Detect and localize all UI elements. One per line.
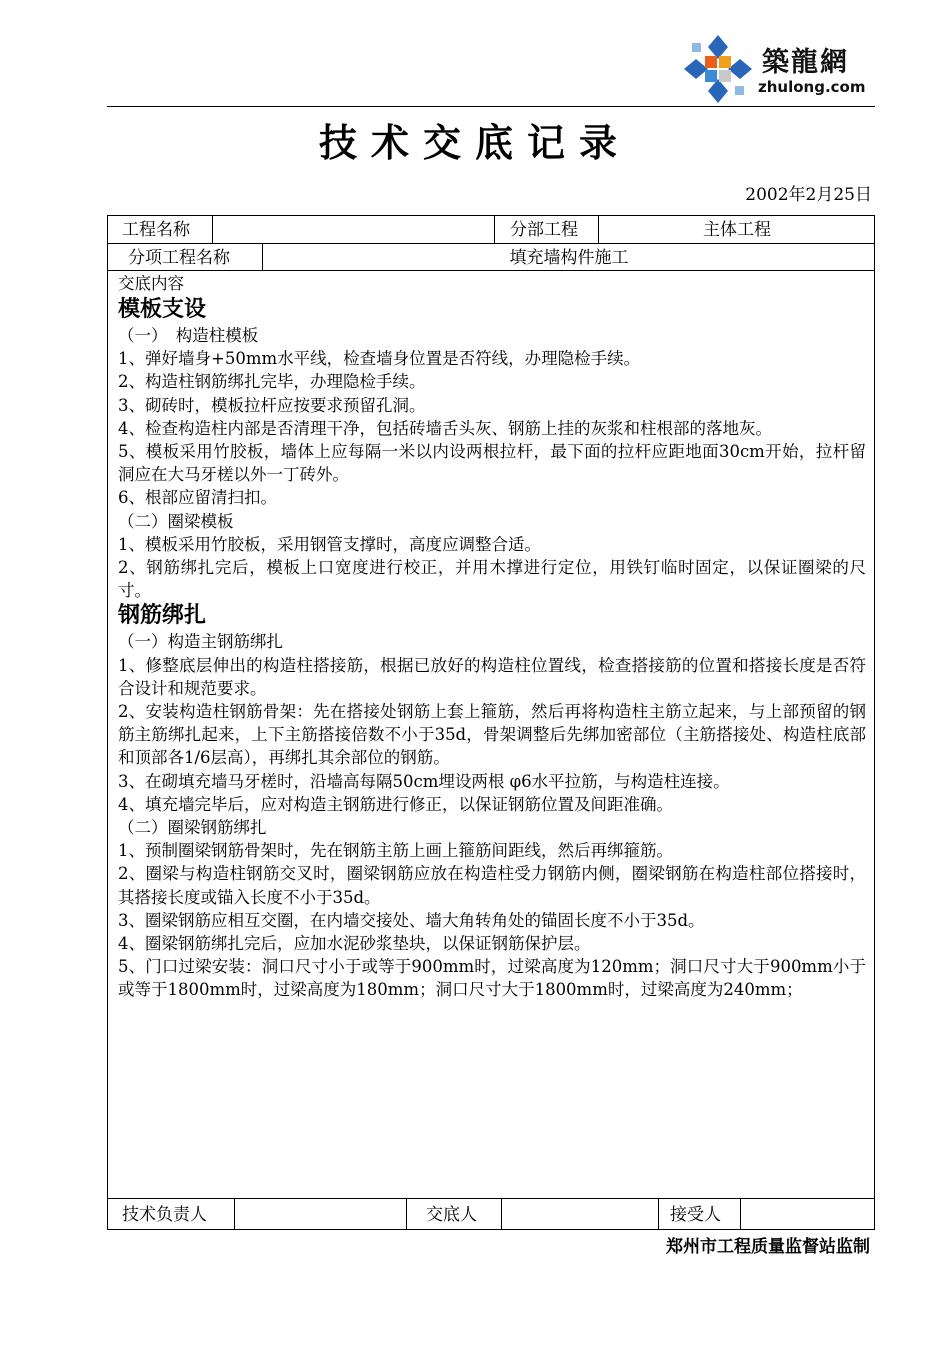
divider (406, 1198, 407, 1229)
content-line: 4、检查构造柱内部是否清理干净，包括砖墙舌头灰、钢筋上挂的灰浆和柱根部的落地灰。 (118, 418, 772, 438)
divider (108, 243, 874, 244)
header-rule (107, 106, 875, 107)
content-line: 2、圈梁与构造柱钢筋交叉时，圈梁钢筋应放在构造柱受力钢筋内侧，圈梁钢筋在构造柱部位搭接时，其搭接长度或锚入长度不小于35d。 (118, 864, 866, 907)
content-line: 2、构造柱钢筋绑扎完毕，办理隐检手续。 (118, 372, 426, 392)
content-line: 3、在砌填充墙马牙槎时，沿墙高每隔50cm埋设两根 φ6水平拉筋，与构造柱连接。 (118, 771, 730, 791)
content-line: 2、安装构造柱钢筋骨架：先在搭接处钢筋上套上箍筋，然后再将构造柱主筋立起来，与上部预留的钢筋主筋绑扎起来，上下主筋搭接倍数不小于35d，骨架调整后先绑加密部位（主筋搭接处、构造柱底部和顶部各1/6层高），再绑扎其余部位的钢筋。 (118, 702, 866, 768)
receiver-label: 接受人 (670, 1205, 721, 1225)
content-line: （二）圈梁钢筋绑扎 (118, 818, 267, 838)
subitem-value[interactable]: 填充墙构件施工 (509, 248, 629, 268)
document-date: 2002年2月25日 (745, 185, 872, 205)
divider (658, 1198, 659, 1229)
content-line: 5、模板采用竹胶板，墙体上应每隔一米以内设两根拉杆，最下面的拉杆应距地面30cm开始，拉杆留洞应在大马牙槎以外一丁砖外。 (118, 442, 866, 485)
content-line: 4、圈梁钢筋绑扎完后，应加水泥砂浆垫块，以保证钢筋保护层。 (118, 934, 591, 954)
subitem-label: 分项工程名称 (128, 248, 230, 268)
section-heading: 模板支设 (118, 297, 207, 322)
content-line: 2、钢筋绑扎完后，模板上口宽度进行校正，并用木撑进行定位，用铁钉临时固定，以保证圈梁的尺寸。 (118, 558, 866, 601)
content-line: （一） 构造柱模板 (118, 326, 259, 345)
divider (108, 1198, 874, 1199)
section-heading: 钢筋绑扎 (118, 603, 207, 629)
content-line: （二）圈梁模板 (118, 511, 234, 531)
content-line: 1、模板采用竹胶板，采用钢管支撑时，高度应调整合适。 (118, 534, 541, 554)
content-line: 4、填充墙完毕后，应对构造主钢筋进行修正，以保证钢筋位置及间距准确。 (118, 794, 673, 814)
content-line: 3、圈梁钢筋应相互交圈，在内墙交接处、墙大角转角处的锚固长度不小于35d。 (118, 910, 705, 930)
content-line: （一）构造主钢筋绑扎 (118, 632, 283, 652)
project-name-label: 工程名称 (122, 220, 190, 240)
content-line: 3、砌砖时，模板拉杆应按要求预留孔洞。 (118, 395, 426, 415)
division-value[interactable]: 主体工程 (703, 220, 771, 240)
content-line: 6、根部应留清扫扣。 (118, 488, 277, 508)
content-label: 交底内容 (118, 274, 184, 293)
logo-url-text: zhulong.com (758, 78, 866, 96)
divider (212, 216, 213, 243)
logo-chinese-text: 築龍網 (762, 47, 849, 78)
divider (234, 1198, 235, 1229)
divider (740, 1198, 741, 1229)
tech-lead-label: 技术负责人 (122, 1205, 207, 1225)
content-line: 1、修整底层伸出的构造柱搭接筋，根据已放好的构造柱位置线，检查搭接筋的位置和搭接长度是否符合设计和规范要求。 (118, 655, 866, 698)
disclosure-content (118, 272, 866, 1002)
disclosure-table (107, 215, 875, 1230)
page-title: 技术交底记录 (318, 120, 631, 165)
content-line: 5、门口过梁安装：洞口尺寸小于或等于900mm时，过梁高度为120mm；洞口尺寸大于900mm小于或等于1800mm时，过梁高度为180mm；洞口尺寸大于1800mm时，过梁高度为240mm； (118, 957, 866, 1000)
content-line: 1、预制圈梁钢筋骨架时，先在钢筋主筋上画上箍筋间距线，然后再绑箍筋。 (118, 841, 673, 861)
divider (501, 1198, 502, 1229)
divider (494, 216, 495, 243)
supervisor-footer: 郑州市工程质量监督站监制 (666, 1237, 870, 1257)
divider (108, 270, 874, 271)
content-line: 1、弹好墙身+50mm水平线，检查墙身位置是否符线，办理隐检手续。 (118, 349, 641, 369)
discloser-label: 交底人 (426, 1205, 477, 1225)
division-label: 分部工程 (510, 220, 578, 240)
